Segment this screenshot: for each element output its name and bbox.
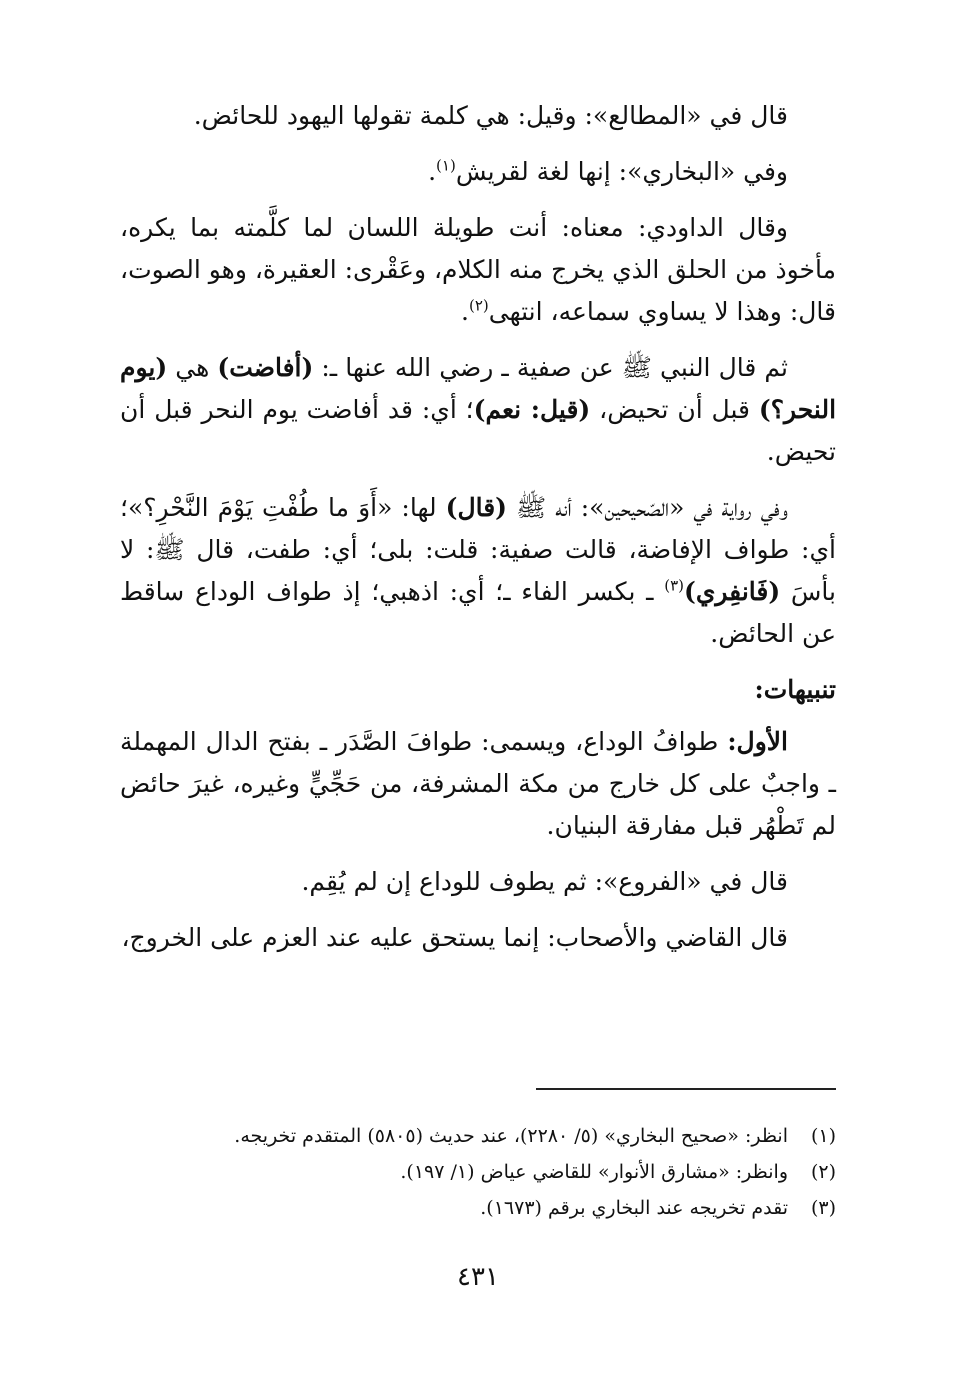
- footnote-3-number: (٣): [810, 1197, 836, 1219]
- footnote-ref-2: (٢): [469, 296, 489, 315]
- paragraph-3-text: وقال الداودي: معناه: أنت طويلة اللسان لما كلَّمته بما يكره، مأخوذ من الحلق الذي يخرج منه الكلام، وعَقْرى: العقيرة، وهو الصوت، قال: وهذا لا يساوي سماعه، انتهى: [120, 213, 836, 326]
- paragraph-4-bold-a: (أفاضت): [217, 353, 314, 382]
- paragraph-4-text-c: قبل أن تحيض،: [590, 395, 759, 424]
- footnote-2-text: وانظر: «مشارق الأنوار» للقاضي عياض (١/ ١٩٧).: [400, 1161, 788, 1183]
- footnote-1: [120, 1118, 836, 1154]
- footnote-3-text: تقدم تخريجه عند البخاري برقم (١٦٧٣).: [480, 1197, 788, 1219]
- paragraph-1-text: قال في «المطالع»: وقيل: هي كلمة تقولها اليهود للحائض.: [193, 101, 788, 130]
- paragraph-2: [120, 151, 836, 193]
- paragraph-8: [120, 861, 836, 903]
- paragraph-7: [120, 721, 836, 847]
- footnotes: [120, 1118, 836, 1226]
- footnote-2: [120, 1154, 836, 1190]
- paragraph-2-end: .: [428, 157, 437, 186]
- paragraph-5-bold-a: (قال): [445, 493, 507, 522]
- footnote-ref-1: (١): [436, 156, 456, 175]
- section-heading: تنبيهات:: [754, 675, 836, 704]
- paragraph-3-end: .: [461, 297, 469, 326]
- paragraph-2-text: وفي «البخاري»: إنها لغة لقريش: [455, 157, 788, 186]
- main-text: [120, 95, 836, 973]
- paragraph-8-text: قال في «الفروع»: ثم يطوف للوداع إن لم يُقِم.: [301, 867, 788, 896]
- paragraph-3: [120, 207, 836, 333]
- footnote-separator: [536, 1088, 836, 1090]
- paragraph-4-text-a: ثم قال النبي ﷺ عن صفية ـ رضي الله عنها ـ:: [313, 353, 788, 382]
- paragraph-4: [120, 347, 836, 473]
- paragraph-5-text-a: وفي رواية في «الصّحيحين»: أنه ﷺ: [507, 493, 788, 522]
- paragraph-4-text-b: هي: [167, 353, 218, 382]
- paragraph-9: [120, 917, 836, 959]
- paragraph-5-bold-b: (فَانفِري): [683, 577, 781, 606]
- paragraph-5-text-b: لها: «أَوَ ما طُفْتِ يَوْمَ النَّحْرِ؟»؛ أي: طواف الإفاضة، قالت صفية: قلت: بلى؛ أي: طفت، قال ﷺ: لا بأسَ: [120, 493, 836, 606]
- paragraph-4-bold-c: (قيل: نعم): [473, 395, 591, 424]
- footnote-ref-3: (٣): [664, 576, 684, 595]
- footnote-3: [120, 1190, 836, 1226]
- footnote-1-text: انظر: «صحيح البخاري» (٥/ ٢٢٨٠)، عند حديث (٥٨٠٥) المتقدم تخريجه.: [234, 1125, 788, 1147]
- footnote-1-number: (١): [810, 1125, 836, 1147]
- paragraph-7-lead: الأول:: [727, 727, 788, 756]
- paragraph-5-text-c: ـ بكسر الفاء ـ؛ أي: اذهبي؛ إذ طواف الوداع ساقط عن الحائض.: [120, 577, 836, 648]
- paragraph-4-text-d: ؛ أي: قد أفاضت يوم النحر قبل أن تحيض.: [120, 395, 836, 466]
- page-number: ٤٣١: [457, 1262, 499, 1292]
- paragraph-7-text: طوافُ الوداع، ويسمى: طوافَ الصَّدَر ـ بفتح الدال المهملة ـ واجبٌ على كل خارج من مكة المشرفة، من حَجِّيٍّ وغيره، غيرَ حائض لم تَطْهُر قبل مفارقة البنيان.: [120, 727, 836, 840]
- footnote-2-number: (٢): [810, 1161, 836, 1183]
- paragraph-4-bold-b: (يوم النحر؟): [120, 353, 837, 424]
- paragraph-9-text: قال القاضي والأصحاب: إنما يستحق عليه عند العزم على الخروج،: [121, 923, 788, 952]
- paragraph-1: [120, 95, 836, 137]
- paragraph-5: [120, 487, 836, 655]
